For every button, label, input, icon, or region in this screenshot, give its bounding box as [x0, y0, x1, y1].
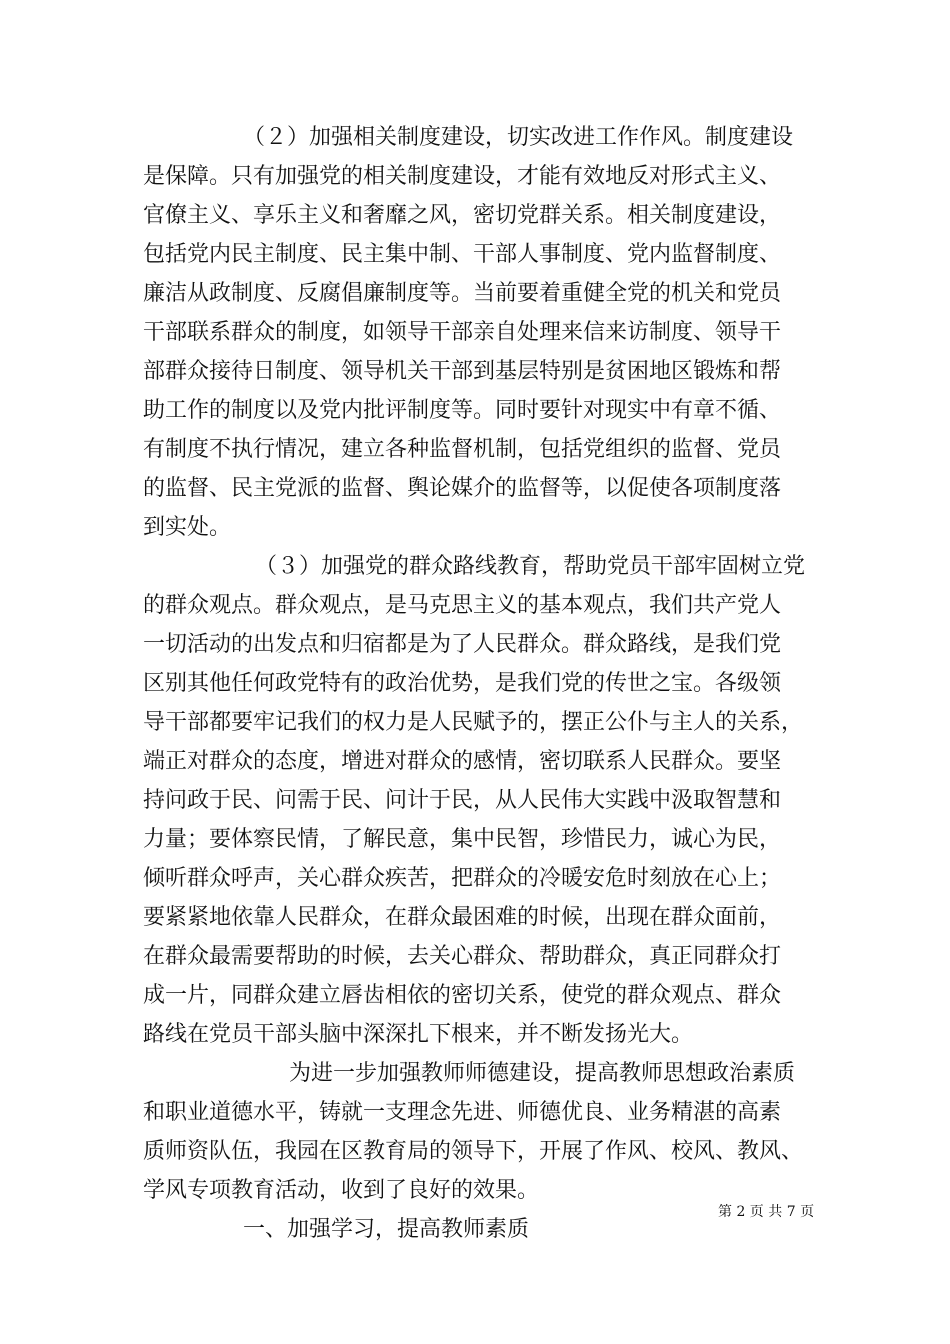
- text-line: 助工作的制度以及党内批评制度等。同时要针对现实中有章不循、: [143, 398, 782, 423]
- text-line: 在群众最需要帮助的时候，去关心群众、帮助群众，真正同群众打: [143, 944, 782, 969]
- text-line: 路线在党员干部头脑中深深扎下根来，并不断发扬光大。: [143, 1022, 694, 1047]
- text-line: 学风专项教育活动，收到了良好的效果。: [143, 1178, 540, 1203]
- text-line: 导干部都要牢记我们的权力是人民赋予的，摆正公仆与主人的关系，: [143, 710, 804, 735]
- page-number: 第 2 页 共 7 页: [718, 1204, 815, 1220]
- text-line: 和职业道德水平，铸就一支理念先进、师德优良、业务精湛的高素: [143, 1100, 782, 1125]
- text-line: 部群众接待日制度、领导机关干部到基层特别是贫困地区锻炼和帮: [143, 359, 782, 384]
- text-line: 是保障。只有加强党的相关制度建设，才能有效地反对形式主义、: [143, 164, 782, 189]
- text-line: 倾听群众呼声，关心群众疾苦，把群众的冷暖安危时刻放在心上；: [143, 866, 782, 891]
- text-line: 力量；要体察民情，了解民意，集中民智，珍惜民力，诚心为民，: [143, 827, 782, 852]
- text-line: 的群众观点。群众观点，是马克思主义的基本观点，我们共产党人: [143, 593, 782, 618]
- text-line: 有制度不执行情况，建立各种监督机制，包括党组织的监督、党员: [143, 437, 782, 462]
- text-line: 成一片，同群众建立唇齿相依的密切关系，使党的群众观点、群众: [143, 983, 782, 1008]
- text-line: 干部联系群众的制度，如领导干部亲自处理来信来访制度、领导干: [143, 320, 782, 345]
- text-line: 廉洁从政制度、反腐倡廉制度等。当前要着重健全党的机关和党员: [143, 281, 782, 306]
- text-line: 到实处。: [143, 515, 232, 540]
- text-line: 一切活动的出发点和归宿都是为了人民群众。群众路线，是我们党: [143, 632, 782, 657]
- text-line: 为进一步加强教师师德建设，提高教师思想政治素质: [289, 1061, 796, 1086]
- document-body: [143, 118, 843, 1249]
- paragraph-teacher-ethics: [143, 1054, 843, 1210]
- text-line: 端正对群众的态度，增进对群众的感情，密切联系人民群众。要坚: [143, 749, 782, 774]
- paragraph-institution-building: [143, 118, 843, 547]
- text-line: 区别其他任何政党特有的政治优势，是我们党的传世之宝。各级领: [143, 671, 782, 696]
- text-line: （２）加强相关制度建设，切实改进工作作风。制度建设: [243, 125, 794, 150]
- text-line: 包括党内民主制度、民主集中制、干部人事制度、党内监督制度、: [143, 242, 782, 267]
- text-line: 要紧紧地依靠人民群众，在群众最困难的时候，出现在群众面前，: [143, 905, 782, 930]
- paragraph-mass-line-education: [143, 547, 843, 1054]
- text-line: 质师资队伍，我园在区教育局的领导下，开展了作风、校风、教风、: [143, 1139, 804, 1164]
- text-line: 的监督、民主党派的监督、舆论媒介的监督等，以促使各项制度落: [143, 476, 782, 501]
- section-heading: 一、加强学习，提高教师素质: [243, 1217, 530, 1242]
- text-line: 官僚主义、享乐主义和奢靡之风，密切党群关系。相关制度建设，: [143, 203, 782, 228]
- text-line: （３）加强党的群众路线教育，帮助党员干部牢固树立党: [255, 554, 806, 579]
- text-line: 持问政于民、问需于民、问计于民，从人民伟大实践中汲取智慧和: [143, 788, 782, 813]
